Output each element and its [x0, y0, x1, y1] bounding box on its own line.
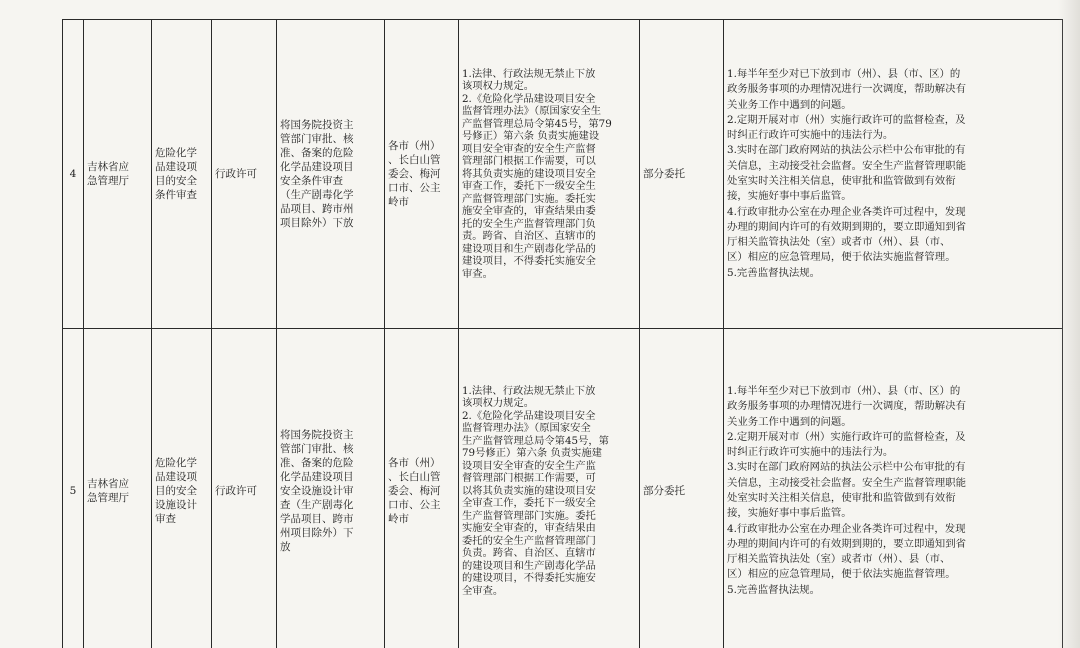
table-row — [63, 20, 1063, 329]
delegation-content-cell: 将国务院投资主 管部门审批、核 准、备案的危险 化学品建设项目 安全条件审查 （生产剧毒化学 品项目、跨市州 项目除外）下放 — [277, 20, 385, 329]
target-authority-cell: 各市（州） 、长白山管 委会、梅河 口市、公主 岭市 — [385, 20, 459, 329]
delegation-table — [62, 19, 1063, 648]
page-edge-shadow — [1058, 0, 1080, 648]
item-type-cell: 行政许可 — [212, 329, 277, 648]
delegation-method-cell: 部分委托 — [640, 329, 724, 648]
department-cell: 吉林省应 急管理厅 — [84, 20, 152, 329]
legal-basis-cell: 1.法律、行政法规无禁止下放 该项权力规定。 2.《危险化学品建设项目安全 监督管理办法》（原国家安全生 产监督管理总局令第45号，第79 号修正）第六条 负责实施建设 项目安全审查的安全生产监督 管理部门根据工作需要，可以 将其负责实施的建设项目安全 审查工作，委托下一级安全生 产监督管理部门实施。委托实 施安全审查的，审查结果由委 托的安全生产监督管理部门负 责。跨省、自治区、直辖市的 建设项目和生产剧毒化学品的 建设项目，不得委托实施安全 审查。 — [459, 20, 640, 329]
department-cell: 吉林省应 急管理厅 — [84, 329, 152, 648]
supervision-measures-cell: 1.每半年至少对已下放到市（州）、县（市、区）的 政务服务事项的办理情况进行一次调度，帮助解决有 关业务工作中遇到的问题。 2.定期开展对市（州）实施行政许可的监督检查，及 时纠正行政许可实施中的违法行为。 3.实时在部门政府网站的执法公示栏中公布审批的有 关信息，主动接受社会监督。安全生产监督管理职能 处室实时关注相关信息，使审批和监管做到有效衔 接，实施好事中事后监管。 4.行政审批办公室在办理企业各类许可过程中，发现 办理的期间内许可的有效期到期的，要立即通知到省 厅相关监管执法处（室）或者市（州）、县（市、 区）相应的应急管理局，便于依法实施监督管理。 5.完善监督执法规。 — [724, 20, 1063, 329]
supervision-measures-cell: 1.每半年至少对已下放到市（州）、县（市、区）的 政务服务事项的办理情况进行一次调度，帮助解决有 关业务工作中遇到的问题。 2.定期开展对市（州）实施行政许可的监督检查，及 时纠正行政许可实施中的违法行为。 3.实时在部门政府网站的执法公示栏中公布审批的有 关信息，主动接受社会监督。安全生产监督管理职能 处室实时关注相关信息，使审批和监管做到有效衔 接，实施好事中事后监管。 4.行政审批办公室在办理企业各类许可过程中，发现 办理的期间内许可的有效期到期的，要立即通知到省 厅相关监管执法处（室）或者市（州）、县（市、 区）相应的应急管理局，便于依法实施监督管理。 5.完善监督执法规。 — [724, 329, 1063, 648]
legal-basis-cell: 1.法律、行政法规无禁止下放 该项权力规定。 2.《危险化学品建设项目安全 监督管理办法》（原国家安全 生产监督管理总局令第45号，第 79号修正）第六条 负责实施建 设项目安全审查的安全生产监 督管理部门根据工作需要，可 以将其负责实施的建设项目安 全审查工作，委托下一级安全 生产监督管理部门实施。委托 实施安全审查的，审查结果由 委托的安全生产监督管理部门 负责。跨省、自治区、直辖市 的建设项目和生产剧毒化学品 的建设项目，不得委托实施安 全审查。 — [459, 329, 640, 648]
item-name-cell: 危险化学 品建设项 目的安全 条件审查 — [152, 20, 212, 329]
item-type-cell: 行政许可 — [212, 20, 277, 329]
target-authority-cell: 各市（州） 、长白山管 委会、梅河 口市、公主 岭市 — [385, 329, 459, 648]
table-row — [63, 329, 1063, 648]
row-number-cell: 5 — [63, 329, 84, 648]
row-number-cell: 4 — [63, 20, 84, 329]
delegation-content-cell: 将国务院投资主 管部门审批、核 准、备案的危险 化学品建设项目 安全设施设计审 查（生产剧毒化 学品项目、跨市 州项目除外）下 放 — [277, 329, 385, 648]
delegation-method-cell: 部分委托 — [640, 20, 724, 329]
item-name-cell: 危险化学 品建设项 目的安全 设施设计 审查 — [152, 329, 212, 648]
